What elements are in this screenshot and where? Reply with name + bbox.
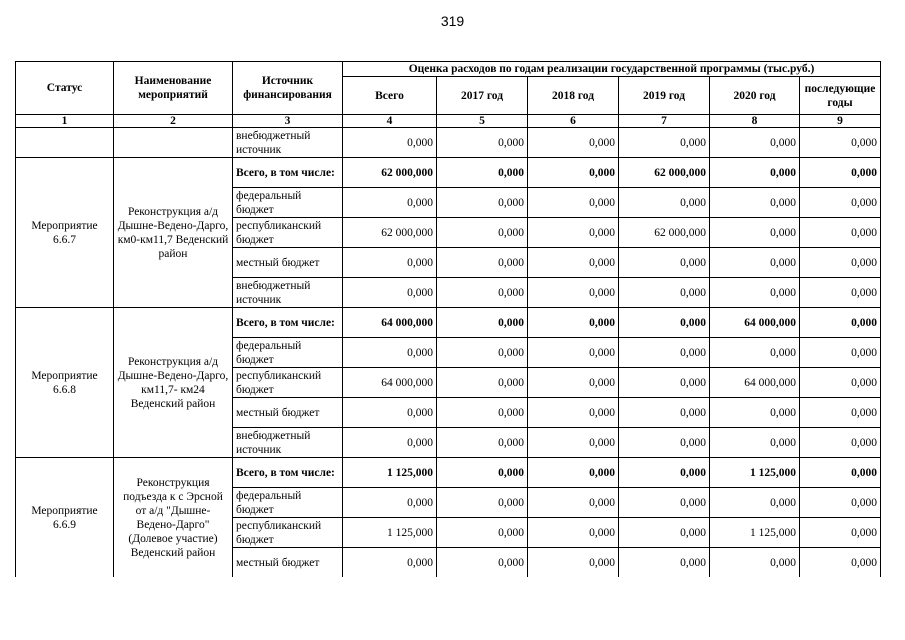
value-cell: 0,000 — [800, 338, 881, 368]
value-cell: 0,000 — [710, 128, 800, 158]
value-cell: 0,000 — [619, 128, 710, 158]
value-cell: 0,000 — [437, 428, 528, 458]
column-number: 9 — [800, 115, 881, 128]
value-cell: 0,000 — [710, 488, 800, 518]
value-cell: 0,000 — [800, 128, 881, 158]
value-cell: 0,000 — [437, 398, 528, 428]
value-cell: 0,000 — [343, 188, 437, 218]
value-cell: 0,000 — [437, 218, 528, 248]
value-cell: 0,000 — [800, 398, 881, 428]
value-cell: 0,000 — [343, 278, 437, 308]
page-number: 319 — [440, 13, 465, 29]
value-cell: 0,000 — [619, 428, 710, 458]
value-cell: 0,000 — [800, 188, 881, 218]
value-cell: 62 000,000 — [619, 158, 710, 188]
value-cell: 0,000 — [710, 548, 800, 578]
column-number: 4 — [343, 115, 437, 128]
value-cell: 0,000 — [528, 398, 619, 428]
measure-name: Реконструкция а/д Дышне-Ведено-Дарго, км0-км11,7 Веденский район — [114, 158, 233, 308]
column-number: 6 — [528, 115, 619, 128]
value-cell: 62 000,000 — [343, 218, 437, 248]
value-cell: 62 000,000 — [619, 218, 710, 248]
value-cell: 0,000 — [619, 278, 710, 308]
value-cell: 0,000 — [343, 548, 437, 578]
value-cell: 0,000 — [710, 428, 800, 458]
value-cell: 1 125,000 — [343, 458, 437, 488]
source-cell: федеральный бюджет — [233, 338, 343, 368]
value-cell: 0,000 — [800, 308, 881, 338]
value-cell: 0,000 — [528, 188, 619, 218]
source-cell: местный бюджет — [233, 548, 343, 578]
value-cell: 0,000 — [437, 248, 528, 278]
measure-status: Мероприятие 6.6.8 — [16, 308, 114, 458]
value-cell: 0,000 — [437, 188, 528, 218]
value-cell: 0,000 — [528, 218, 619, 248]
value-cell: 0,000 — [800, 248, 881, 278]
value-cell: 1 125,000 — [343, 518, 437, 548]
value-cell: 0,000 — [343, 398, 437, 428]
source-cell: внебюджетный источник — [233, 278, 343, 308]
source-cell: республиканский бюджет — [233, 518, 343, 548]
value-cell: 0,000 — [619, 368, 710, 398]
header-name: Наименование мероприятий — [114, 62, 233, 115]
value-cell: 0,000 — [528, 518, 619, 548]
value-cell: 0,000 — [437, 368, 528, 398]
value-cell: 0,000 — [528, 488, 619, 518]
value-cell: 0,000 — [619, 308, 710, 338]
source-cell: внебюджетный источник — [233, 428, 343, 458]
value-cell: 0,000 — [800, 518, 881, 548]
value-cell: 0,000 — [528, 128, 619, 158]
status-cell — [16, 128, 114, 158]
value-cell: 0,000 — [528, 458, 619, 488]
value-cell: 0,000 — [800, 458, 881, 488]
table-row — [16, 458, 881, 488]
expenditure-table — [15, 61, 881, 577]
value-cell: 0,000 — [437, 338, 528, 368]
value-cell: 0,000 — [619, 518, 710, 548]
value-cell: 0,000 — [528, 368, 619, 398]
value-cell: 0,000 — [710, 188, 800, 218]
value-cell: 0,000 — [710, 158, 800, 188]
value-cell: 0,000 — [528, 248, 619, 278]
value-cell: 0,000 — [619, 188, 710, 218]
value-cell: 0,000 — [800, 368, 881, 398]
value-cell: 0,000 — [528, 338, 619, 368]
source-cell: республиканский бюджет — [233, 218, 343, 248]
value-cell: 0,000 — [800, 278, 881, 308]
value-cell: 1 125,000 — [710, 458, 800, 488]
value-cell: 0,000 — [619, 548, 710, 578]
header-2019: 2019 год — [619, 77, 710, 115]
measure-status: Мероприятие 6.6.7 — [16, 158, 114, 308]
value-cell: 0,000 — [619, 248, 710, 278]
value-cell: 0,000 — [800, 548, 881, 578]
value-cell: 0,000 — [528, 158, 619, 188]
value-cell: 0,000 — [710, 398, 800, 428]
source-cell: Всего, в том числе: — [233, 458, 343, 488]
value-cell: 64 000,000 — [343, 368, 437, 398]
header-2018: 2018 год — [528, 77, 619, 115]
measure-name: Реконструкция а/д Дышне-Ведено-Дарго, км11,7- км24 Веденский район — [114, 308, 233, 458]
header-later-years: последующие годы — [800, 77, 881, 115]
table-row — [16, 308, 881, 338]
value-cell: 0,000 — [437, 518, 528, 548]
value-cell: 0,000 — [800, 428, 881, 458]
column-number-row — [16, 115, 881, 128]
value-cell: 0,000 — [619, 488, 710, 518]
value-cell: 0,000 — [710, 218, 800, 248]
value-cell: 0,000 — [343, 488, 437, 518]
value-cell: 0,000 — [800, 158, 881, 188]
value-cell: 0,000 — [343, 128, 437, 158]
value-cell: 0,000 — [528, 548, 619, 578]
value-cell: 0,000 — [710, 278, 800, 308]
name-cell — [114, 128, 233, 158]
value-cell: 0,000 — [437, 548, 528, 578]
column-number: 8 — [710, 115, 800, 128]
header-total: Всего — [343, 77, 437, 115]
value-cell: 62 000,000 — [343, 158, 437, 188]
header-expense-group: Оценка расходов по годам реализации государственной программы (тыс.руб.) — [343, 62, 881, 77]
source-cell: федеральный бюджет — [233, 488, 343, 518]
value-cell: 0,000 — [800, 218, 881, 248]
header-2020: 2020 год — [710, 77, 800, 115]
column-number: 2 — [114, 115, 233, 128]
column-number: 1 — [16, 115, 114, 128]
source-cell: внебюджетный источник — [233, 128, 343, 158]
source-cell: федеральный бюджет — [233, 188, 343, 218]
value-cell: 0,000 — [528, 278, 619, 308]
column-number: 7 — [619, 115, 710, 128]
source-cell: местный бюджет — [233, 398, 343, 428]
value-cell: 0,000 — [437, 278, 528, 308]
value-cell: 1 125,000 — [710, 518, 800, 548]
header-2017: 2017 год — [437, 77, 528, 115]
value-cell: 0,000 — [437, 488, 528, 518]
value-cell: 0,000 — [437, 458, 528, 488]
source-cell: местный бюджет — [233, 248, 343, 278]
measure-status: Мероприятие 6.6.9 — [16, 458, 114, 578]
value-cell: 0,000 — [800, 488, 881, 518]
measure-name: Реконструкция подъезда к с Эрсной от а/д "Дышне-Ведено-Дарго" (Долевое участие) Веденский район — [114, 458, 233, 578]
value-cell: 0,000 — [343, 338, 437, 368]
value-cell: 0,000 — [619, 458, 710, 488]
value-cell: 0,000 — [619, 338, 710, 368]
value-cell: 0,000 — [437, 158, 528, 188]
value-cell: 0,000 — [437, 128, 528, 158]
column-number: 5 — [437, 115, 528, 128]
value-cell: 0,000 — [528, 428, 619, 458]
header-source: Источник финансирования — [233, 62, 343, 115]
value-cell: 0,000 — [619, 398, 710, 428]
value-cell: 0,000 — [710, 338, 800, 368]
value-cell: 0,000 — [343, 248, 437, 278]
value-cell: 64 000,000 — [343, 308, 437, 338]
source-cell: Всего, в том числе: — [233, 308, 343, 338]
table-row — [16, 158, 881, 188]
value-cell: 64 000,000 — [710, 368, 800, 398]
table-row — [16, 128, 881, 158]
source-cell: Всего, в том числе: — [233, 158, 343, 188]
header-status: Статус — [16, 62, 114, 115]
value-cell: 0,000 — [528, 308, 619, 338]
source-cell: республиканский бюджет — [233, 368, 343, 398]
value-cell: 0,000 — [437, 308, 528, 338]
value-cell: 0,000 — [710, 248, 800, 278]
value-cell: 64 000,000 — [710, 308, 800, 338]
value-cell: 0,000 — [343, 428, 437, 458]
column-number: 3 — [233, 115, 343, 128]
